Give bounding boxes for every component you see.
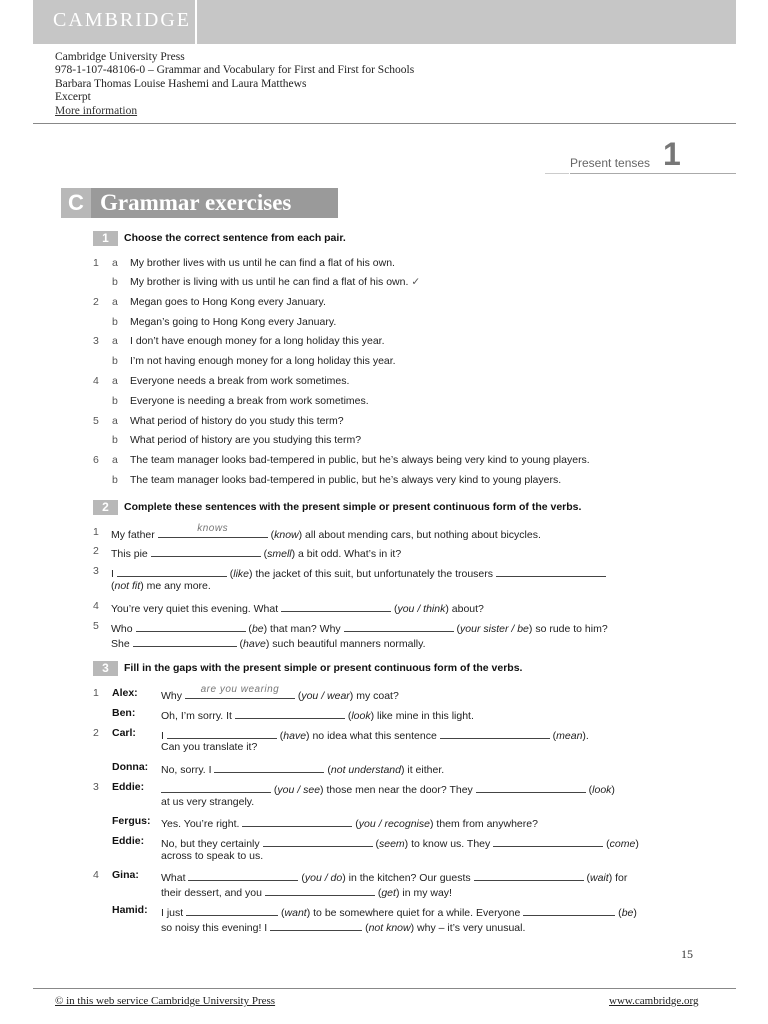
sentence-text: I just [161,907,184,919]
dialogue-line: No, but they certainly (seem) to know us. They (come) [161,835,639,850]
option-letter: b [112,434,118,446]
verb-prompt: seem [378,838,405,850]
sentence-text: to be somewhere quiet for a while. Everyone [313,907,521,919]
item-number: 3 [93,781,99,793]
sentence-text: Why [161,690,182,702]
section-header [61,188,338,218]
answer-gap[interactable] [136,620,246,632]
sentence-text: My brother is living with us until he can find a flat of his own. [130,276,409,288]
sentence-text: in the kitchen? Our guests [348,872,471,884]
sentence-text: such beautiful manners normally. [272,638,426,650]
sentence-text: all about mending cars, but nothing about bicycles. [305,529,541,541]
chapter-label: Present tenses [570,156,651,170]
authors: Barbara Thomas Louise Hashemi and Laura Matthews [55,77,307,90]
gap-sentence: My father knows (know) all about mending cars, but nothing about bicycles. [111,523,541,541]
answer-gap[interactable] [281,600,391,612]
sentence-text: My father [111,529,155,541]
excerpt-label: Excerpt [55,91,91,104]
item-number: 3 [93,335,99,347]
banner-divider [195,0,197,44]
sentence-text: What [161,872,186,884]
sentence-text: like mine in this light. [377,710,474,722]
dialogue-line: Yes. You’re right. (you / recognise) them from anywhere? [161,815,538,830]
footer-divider [33,988,736,989]
answer-gap[interactable] [440,727,550,739]
verb-prompt: you / think [397,603,446,615]
speaker-name: Donna: [112,761,149,773]
answer-gap[interactable] [242,815,352,827]
sample-answer: are you wearing [200,684,280,695]
option-letter: a [112,454,118,466]
dialogue-line: No, sorry. I (not understand) it either. [161,761,444,776]
exercise-number-badge: 1 [93,231,118,246]
more-information-link[interactable]: More information [55,104,138,117]
sentence-text: no idea what this sentence [312,730,437,742]
sentence-text: to know us. They [411,838,491,850]
verb-prompt: know [274,529,299,541]
verb-prompt: be [621,907,634,919]
option-letter: a [112,335,118,347]
item-number: 1 [93,526,99,538]
option-letter: b [112,395,118,407]
option-letter: a [112,375,118,387]
sentence-option: Everyone needs a break from work sometimes. [130,375,350,387]
gap-sentence-continued: (not fit) me any more. [111,580,211,592]
exercise-instruction: Fill in the gaps with the present simple or present continuous form of the verbs. [124,662,523,674]
sentence-option: Megan’s going to Hong Kong every January. [130,316,337,328]
sentence-text: them from anywhere? [436,818,538,830]
verb-prompt: like [233,568,250,580]
speaker-name: Alex: [112,687,138,699]
verb-prompt: you / wear [301,690,350,702]
answer-gap[interactable] [496,565,606,577]
sentence-text: me any more. [146,580,211,592]
item-number: 4 [93,600,99,612]
item-number: 6 [93,454,99,466]
sentence-text: about? [451,603,484,615]
publisher-name: Cambridge University Press [55,51,185,63]
dialogue-line: (you / see) those men near the door? They (look) [161,781,615,796]
sentence-option: What period of history do you study this term? [130,415,344,427]
sentence-text: Yes. You’re right. [161,818,240,830]
isbn-title: 978-1-107-48106-0 – Grammar and Vocabulary for First and First for Schools [55,64,415,77]
speaker-name: Fergus: [112,815,151,827]
answer-gap[interactable] [214,761,324,773]
page-number: 15 [681,947,693,961]
sentence-option: The team manager looks bad-tempered in public, but he’s always being very kind to young players. [130,454,590,466]
speaker-name: Ben: [112,707,136,719]
gap-sentence: Who (be) that man? Why (your sister / be) so rude to him? [111,620,608,635]
verb-prompt: you / see [277,784,321,796]
section-letter: C [61,188,91,218]
verb-prompt: wait [590,872,609,884]
item-number: 1 [93,257,99,269]
verb-prompt: want [284,907,307,919]
dialogue-line-continued: so noisy this evening! I (not know) why – it’s very unusual. [161,919,525,934]
sentence-text: This pie [111,548,148,560]
sentence-option: I’m not having enough money for a long holiday this year. [130,355,396,367]
gap-sentence: You’re very quiet this evening. What (you / think) about? [111,600,484,615]
publication-info [55,51,414,118]
sentence-text: for [615,872,628,884]
verb-prompt: not know [368,922,411,934]
sentence-option: I don’t have enough money for a long holiday this year. [130,335,385,347]
exercise-instruction: Choose the correct sentence from each pair. [124,232,346,244]
answer-gap[interactable] [474,869,584,881]
section-title: Grammar exercises [100,190,292,215]
exercise-number-badge: 2 [93,500,118,515]
answer-gap[interactable] [188,869,298,881]
sentence-text: No, sorry. I [161,764,212,776]
sentence-text: so noisy this evening! I [161,922,268,934]
answer-gap[interactable] [185,684,295,699]
speaker-name: Eddie: [112,835,145,847]
item-number: 2 [93,545,99,557]
verb-prompt: get [381,887,396,899]
answer-gap[interactable] [117,565,227,577]
answer-gap[interactable] [263,835,373,847]
gap-sentence: I (like) the jacket of this suit, but unfortunately the trousers [111,565,606,580]
dialogue-line: I (have) no idea what this sentence (mean). [161,727,589,742]
gap-sentence-continued: She (have) such beautiful manners normally. [111,635,426,650]
item-number: 5 [93,415,99,427]
option-letter: b [112,276,118,288]
chapter-marker [570,136,736,174]
item-number: 3 [93,565,99,577]
item-number: 4 [93,375,99,387]
sentence-text: You’re very quiet this evening. What [111,603,279,615]
sentence-text: Who [111,623,133,635]
exercise-instruction: Complete these sentences with the present simple or present continuous form of the verbs. [124,501,582,513]
verb-prompt: not fit [114,580,141,592]
sentence-option: What period of history are you studying this term? [130,434,362,446]
check-mark-icon: ✓ [411,276,421,288]
item-number: 5 [93,620,99,632]
answer-gap[interactable] [265,884,375,896]
answer-gap[interactable] [133,635,237,647]
answer-gap[interactable] [235,707,345,719]
item-number: 2 [93,727,99,739]
answer-gap[interactable] [161,781,271,793]
answer-gap[interactable] [186,904,278,916]
verb-prompt: not understand [330,764,401,776]
sentence-text: in my way! [402,887,452,899]
speaker-name: Hamid: [112,904,148,916]
sentence-text: the jacket of this suit, but unfortunately the trousers [255,568,494,580]
dialogue-line-continued: Can you translate it? [161,741,258,753]
sentence-text: it either. [407,764,445,776]
sentence-text: No, but they certainly [161,838,260,850]
speaker-name: Eddie: [112,781,145,793]
answer-gap[interactable] [523,904,615,916]
copyright-notice[interactable] [55,995,275,1007]
sample-answer: knows [197,523,229,534]
verb-prompt: be [251,623,264,635]
answer-gap[interactable] [151,545,261,557]
verb-prompt: have [283,730,307,742]
answer-gap[interactable] [476,781,586,793]
dialogue-line: Oh, I’m sorry. It (look) like mine in this light. [161,707,474,722]
sentence-text: that man? Why [270,623,341,635]
verb-prompt: mean [556,730,583,742]
verb-prompt: have [243,638,266,650]
option-letter: a [112,415,118,427]
sentence-option [130,276,420,288]
answer-gap[interactable] [493,835,603,847]
sentence-option: The team manager looks bad-tempered in public, but he’s always very kind to young players. [130,474,562,486]
dialogue-line: What (you / do) in the kitchen? Our guests (wait) for [161,869,627,884]
copyright-text[interactable]: © in this web service Cambridge University Press [55,995,276,1007]
answer-gap[interactable] [270,919,362,931]
answer-gap[interactable] [167,727,277,739]
verb-prompt: smell [267,548,292,560]
verb-prompt: you / recognise [358,818,430,830]
sentence-text: why – it’s very unusual. [417,922,526,934]
exercise-number-badge: 3 [93,661,118,676]
sentence-text: a bit odd. What’s in it? [298,548,402,560]
verb-prompt: look [592,784,612,796]
sentence-text: those men near the door? They [326,784,473,796]
sentence-option: Megan goes to Hong Kong every January. [130,296,326,308]
option-letter: b [112,474,118,486]
sentence-text: so rude to him? [535,623,608,635]
header-divider [33,123,736,124]
answer-gap[interactable] [344,620,454,632]
item-number: 1 [93,687,99,699]
sentence-option: Everyone is needing a break from work sometimes. [130,395,369,407]
option-letter: b [112,355,118,367]
chapter-rule [570,173,736,174]
dialogue-line-continued: at us very strangely. [161,796,255,808]
dialogue-line-continued: across to speak to us. [161,850,264,862]
sentence-text: my coat? [356,690,399,702]
item-number: 4 [93,869,99,881]
sentence-text: I [161,730,164,742]
option-letter: a [112,296,118,308]
verb-prompt: your sister / be [460,623,529,635]
chapter-number: 1 [663,136,681,172]
gap-sentence: This pie (smell) a bit odd. What’s in it? [111,545,401,560]
verb-prompt: look [351,710,371,722]
sentence-option: My brother lives with us until he can find a flat of his own. [130,257,395,269]
website-link[interactable]: www.cambridge.org [609,995,699,1007]
answer-gap[interactable] [158,523,268,538]
publisher-banner [33,0,736,44]
cambridge-logo: CAMBRIDGE [53,9,192,31]
dialogue-line: I just (want) to be somewhere quiet for a while. Everyone (be) [161,904,637,919]
item-number: 2 [93,296,99,308]
sentence-text: I [111,568,114,580]
option-letter: b [112,316,118,328]
sentence-text: She [111,638,130,650]
speaker-name: Carl: [112,727,136,739]
speaker-name: Gina: [112,869,139,881]
chapter-rule-lead [545,173,569,174]
sentence-text: Oh, I’m sorry. It [161,710,232,722]
verb-prompt: you / do [304,872,343,884]
option-letter: a [112,257,118,269]
dialogue-line-continued: their dessert, and you (get) in my way! [161,884,452,899]
verb-prompt: come [609,838,636,850]
sentence-text: . [585,730,589,742]
dialogue-line: Why are you wearing (you / wear) my coat? [161,684,399,702]
sentence-text: their dessert, and you [161,887,262,899]
